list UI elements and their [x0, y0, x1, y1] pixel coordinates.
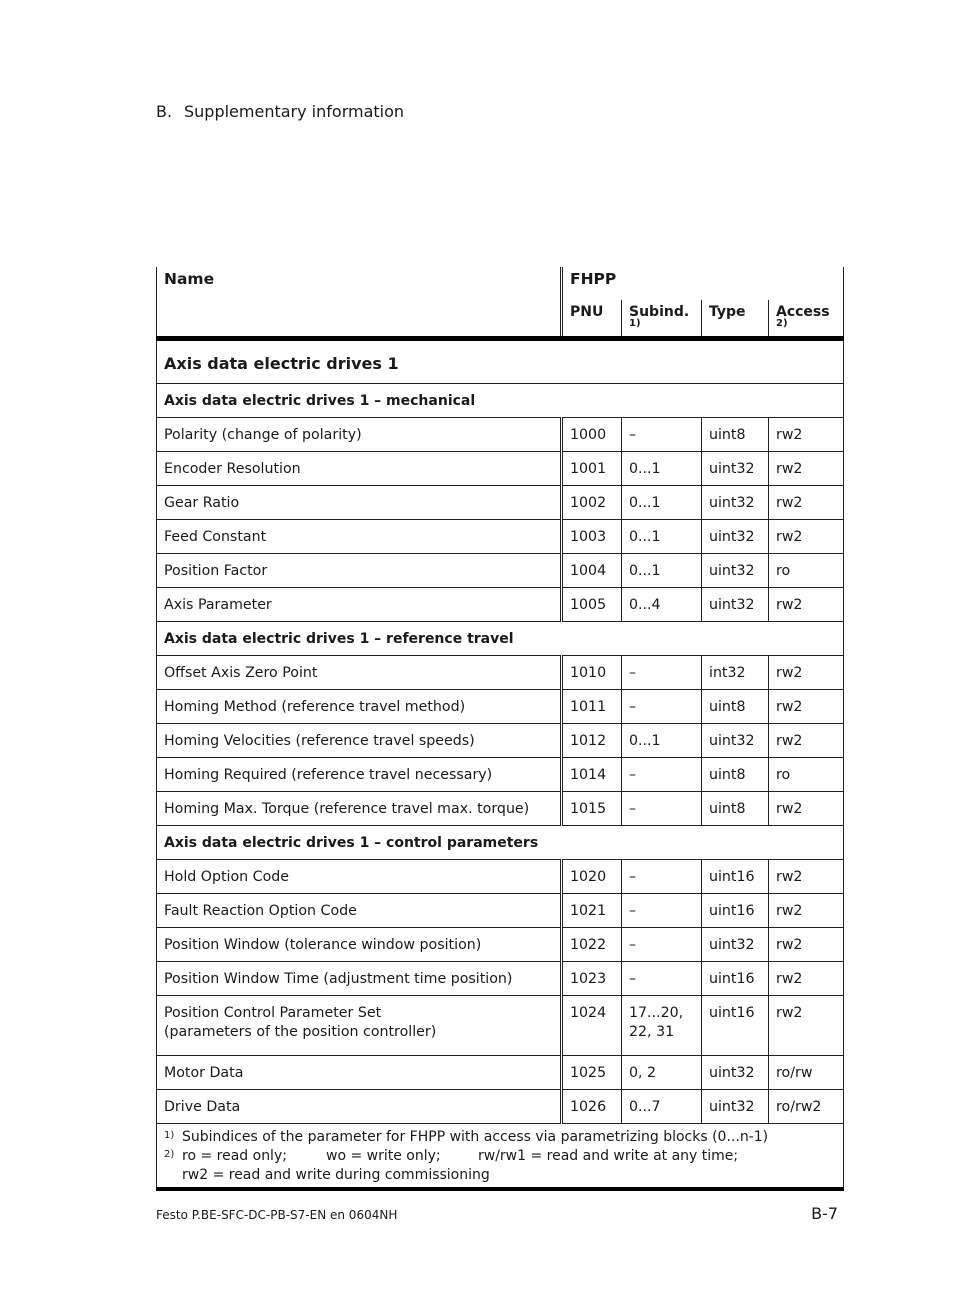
cell-subind: – — [622, 860, 702, 894]
cell-access: rw2 — [769, 486, 844, 520]
cell-name: Position Window (tolerance window position) — [157, 928, 562, 962]
cell-pnu: 1024 — [562, 996, 622, 1056]
table-row — [157, 554, 844, 588]
cell-type: uint8 — [702, 418, 769, 452]
cell-pnu: 1012 — [562, 724, 622, 758]
cell-name: Position Control Parameter Set (parameters of the position controller) — [157, 996, 562, 1056]
cell-name: Fault Reaction Option Code — [157, 894, 562, 928]
table-row — [157, 996, 844, 1056]
table-header-row — [157, 267, 844, 300]
chapter-number: B. — [156, 102, 173, 121]
section-title-row — [157, 384, 844, 418]
cell-subind: – — [622, 792, 702, 826]
cell-pnu: 1005 — [562, 588, 622, 622]
cell-name: Offset Axis Zero Point — [157, 656, 562, 690]
cell-pnu: 1022 — [562, 928, 622, 962]
table-row — [157, 486, 844, 520]
cell-access: rw2 — [769, 452, 844, 486]
table-row — [157, 656, 844, 690]
header-subind: Subind. $^{1)}$ — [622, 300, 702, 339]
cell-subind: 0...1 — [622, 554, 702, 588]
cell-subind: – — [622, 894, 702, 928]
cell-access: ro — [769, 758, 844, 792]
cell-subind: – — [622, 418, 702, 452]
cell-access: rw2 — [769, 418, 844, 452]
table-row — [157, 452, 844, 486]
footnote-2: 2) ro = read only; wo = write only; rw/rw1 = read and write at any time; rw2 = read and write during commissioning — [164, 1148, 739, 1183]
cell-type: uint16 — [702, 860, 769, 894]
section-title-row — [157, 826, 844, 860]
cell-type: uint16 — [702, 996, 769, 1056]
header-type: Type — [702, 300, 769, 339]
cell-name: Homing Required (reference travel necessary) — [157, 758, 562, 792]
cell-subind: – — [622, 962, 702, 996]
cell-access: rw2 — [769, 520, 844, 554]
cell-subind: 0...1 — [622, 724, 702, 758]
header-fhpp: FHPP — [562, 267, 844, 300]
cell-pnu: 1002 — [562, 486, 622, 520]
footnotes-row — [157, 1124, 844, 1190]
table-row — [157, 520, 844, 554]
cell-type: uint8 — [702, 758, 769, 792]
cell-pnu: 1023 — [562, 962, 622, 996]
cell-subind: – — [622, 928, 702, 962]
cell-pnu: 1011 — [562, 690, 622, 724]
cell-pnu: 1026 — [562, 1090, 622, 1124]
cell-type: uint32 — [702, 1056, 769, 1090]
cell-subind: 17...20, 22, 31 — [622, 996, 702, 1056]
cell-type: uint16 — [702, 894, 769, 928]
header-pnu: PNU — [562, 300, 622, 339]
cell-pnu: 1000 — [562, 418, 622, 452]
cell-access: rw2 — [769, 860, 844, 894]
cell-subind: 0...4 — [622, 588, 702, 622]
table-subheader-row — [157, 300, 844, 339]
table-row — [157, 928, 844, 962]
cell-subind: 0...7 — [622, 1090, 702, 1124]
cell-access: rw2 — [769, 588, 844, 622]
cell-type: uint32 — [702, 452, 769, 486]
parameter-table — [156, 267, 844, 1191]
table-row — [157, 1090, 844, 1124]
table-row — [157, 418, 844, 452]
cell-access: ro — [769, 554, 844, 588]
table-row — [157, 1056, 844, 1090]
cell-pnu: 1015 — [562, 792, 622, 826]
cell-access: rw2 — [769, 928, 844, 962]
cell-type: uint8 — [702, 792, 769, 826]
group-title-row — [157, 339, 844, 384]
cell-name: Homing Max. Torque (reference travel max. torque) — [157, 792, 562, 826]
cell-subind: – — [622, 690, 702, 724]
cell-pnu: 1021 — [562, 894, 622, 928]
cell-pnu: 1010 — [562, 656, 622, 690]
table-row — [157, 792, 844, 826]
cell-type: uint32 — [702, 520, 769, 554]
section-title: Axis data electric drives 1 – control parameters — [157, 826, 844, 860]
cell-name: Feed Constant — [157, 520, 562, 554]
table-row — [157, 894, 844, 928]
cell-name: Axis Parameter — [157, 588, 562, 622]
cell-subind: 0...1 — [622, 486, 702, 520]
cell-access: rw2 — [769, 724, 844, 758]
cell-name: Homing Velocities (reference travel speeds) — [157, 724, 562, 758]
header-access: Access $^{2)}$ — [769, 300, 844, 339]
cell-type: uint32 — [702, 1090, 769, 1124]
cell-type: int32 — [702, 656, 769, 690]
table-row — [157, 588, 844, 622]
table-row — [157, 962, 844, 996]
cell-pnu: 1014 — [562, 758, 622, 792]
cell-name: Encoder Resolution — [157, 452, 562, 486]
cell-subind: 0...1 — [622, 452, 702, 486]
cell-type: uint32 — [702, 486, 769, 520]
cell-type: uint32 — [702, 724, 769, 758]
cell-type: uint32 — [702, 554, 769, 588]
cell-type: uint32 — [702, 928, 769, 962]
header-name-spacer — [157, 300, 562, 339]
page-number: B-7 — [811, 1204, 838, 1223]
cell-subind: 0...1 — [622, 520, 702, 554]
cell-access: rw2 — [769, 996, 844, 1056]
group-title: Axis data electric drives 1 — [157, 339, 844, 384]
cell-type: uint16 — [702, 962, 769, 996]
cell-subind: 0, 2 — [622, 1056, 702, 1090]
section-title-row — [157, 622, 844, 656]
cell-pnu: 1003 — [562, 520, 622, 554]
cell-access: rw2 — [769, 792, 844, 826]
cell-access: rw2 — [769, 962, 844, 996]
footnote-1: 1) Subindices of the parameter for FHPP with access via parametrizing blocks (0...n-1) — [164, 1129, 769, 1145]
cell-pnu: 1001 — [562, 452, 622, 486]
header-name: Name — [157, 267, 562, 300]
cell-subind: – — [622, 758, 702, 792]
cell-name: Polarity (change of polarity) — [157, 418, 562, 452]
cell-access: ro/rw2 — [769, 1090, 844, 1124]
cell-name: Position Factor — [157, 554, 562, 588]
chapter-heading — [156, 102, 404, 121]
cell-type: uint32 — [702, 588, 769, 622]
cell-access: ro/rw — [769, 1056, 844, 1090]
document-id: Festo P.BE-SFC-DC-PB-S7-EN en 0604NH — [156, 1208, 398, 1222]
section-title: Axis data electric drives 1 – mechanical — [157, 384, 844, 418]
table-row — [157, 690, 844, 724]
footnotes — [157, 1124, 844, 1190]
cell-type: uint8 — [702, 690, 769, 724]
cell-pnu: 1020 — [562, 860, 622, 894]
chapter-title: Supplementary information — [184, 102, 405, 121]
section-title: Axis data electric drives 1 – reference travel — [157, 622, 844, 656]
cell-subind: – — [622, 656, 702, 690]
cell-name: Position Window Time (adjustment time position) — [157, 962, 562, 996]
cell-name: Gear Ratio — [157, 486, 562, 520]
cell-access: rw2 — [769, 656, 844, 690]
cell-name: Motor Data — [157, 1056, 562, 1090]
table-row — [157, 758, 844, 792]
cell-pnu: 1004 — [562, 554, 622, 588]
cell-name: Drive Data — [157, 1090, 562, 1124]
table-row — [157, 724, 844, 758]
cell-name: Hold Option Code — [157, 860, 562, 894]
table-row — [157, 860, 844, 894]
cell-name: Homing Method (reference travel method) — [157, 690, 562, 724]
cell-access: rw2 — [769, 690, 844, 724]
cell-access: rw2 — [769, 894, 844, 928]
cell-pnu: 1025 — [562, 1056, 622, 1090]
